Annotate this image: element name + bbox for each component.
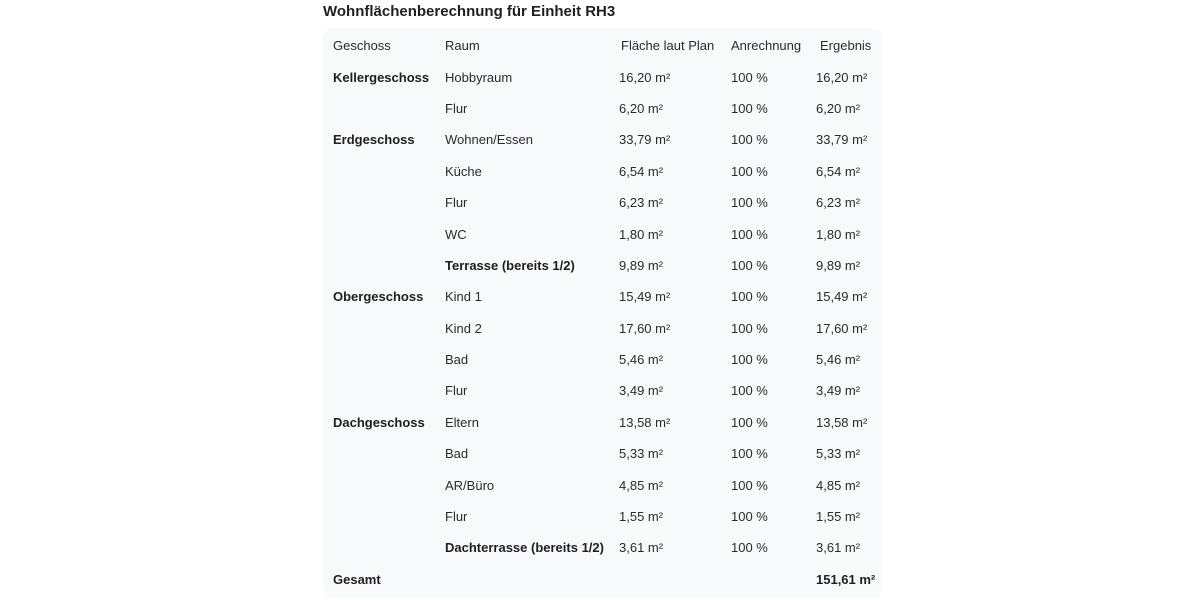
cell-area: 6,54 m² xyxy=(619,163,664,179)
table-row xyxy=(323,438,882,469)
cell-result: 15,49 m² xyxy=(816,289,868,305)
table-row xyxy=(323,218,882,249)
cell-area: 13,58 m² xyxy=(619,414,671,430)
total-result: 151,61 m² xyxy=(816,571,876,587)
area-table-card xyxy=(323,28,882,598)
table-row xyxy=(323,344,882,375)
cell-floor xyxy=(323,532,435,563)
cell-result: 6,23 m² xyxy=(816,195,861,211)
total-room-empty xyxy=(435,564,611,595)
total-percent-empty xyxy=(721,564,810,595)
table-row xyxy=(323,501,882,532)
cell-area: 5,33 m² xyxy=(619,446,664,462)
cell-percent: 100 % xyxy=(731,100,768,116)
cell-floor xyxy=(323,313,435,344)
cell-result: 1,55 m² xyxy=(816,509,861,525)
cell-percent: 100 % xyxy=(731,509,768,525)
cell-percent: 100 % xyxy=(731,257,768,273)
cell-result: 33,79 m² xyxy=(816,132,868,148)
table-row xyxy=(323,407,882,438)
cell-result: 13,58 m² xyxy=(816,414,868,430)
cell-room: Hobbyraum xyxy=(445,69,513,85)
cell-room: Kind 1 xyxy=(445,289,482,305)
cell-floor: Dachgeschoss xyxy=(333,414,425,430)
cell-floor: Erdgeschoss xyxy=(333,132,415,148)
cell-result: 4,85 m² xyxy=(816,477,861,493)
cell-floor xyxy=(323,93,435,124)
table-body xyxy=(323,61,882,563)
table-row xyxy=(323,93,882,124)
table-row xyxy=(323,124,882,155)
cell-area: 1,55 m² xyxy=(619,509,664,525)
table-row xyxy=(323,313,882,344)
cell-percent: 100 % xyxy=(731,352,768,368)
cell-area: 5,46 m² xyxy=(619,352,664,368)
cell-floor: Kellergeschoss xyxy=(333,69,430,85)
cell-room: Flur xyxy=(445,383,468,399)
cell-percent: 100 % xyxy=(731,446,768,462)
cell-floor xyxy=(323,187,435,218)
table-row xyxy=(323,61,882,92)
table-header-row xyxy=(323,30,882,61)
cell-result: 16,20 m² xyxy=(816,69,868,85)
cell-room: Bad xyxy=(445,352,469,368)
cell-percent: 100 % xyxy=(731,69,768,85)
cell-room: Eltern xyxy=(445,414,479,430)
cell-room: WC xyxy=(445,226,467,242)
cell-result: 3,49 m² xyxy=(816,383,861,399)
table-row xyxy=(323,156,882,187)
cell-room: Dachterrasse (bereits 1/2) xyxy=(445,540,604,556)
cell-room: Bad xyxy=(445,446,469,462)
cell-floor xyxy=(323,375,435,406)
cell-result: 3,61 m² xyxy=(816,540,861,556)
cell-percent: 100 % xyxy=(731,477,768,493)
cell-floor xyxy=(323,438,435,469)
table-row xyxy=(323,281,882,312)
header-percent: Anrechnung xyxy=(731,38,802,54)
cell-percent: 100 % xyxy=(731,540,768,556)
cell-floor xyxy=(323,469,435,500)
cell-area: 3,61 m² xyxy=(619,540,664,556)
cell-area: 15,49 m² xyxy=(619,289,671,305)
area-table xyxy=(323,30,882,595)
cell-percent: 100 % xyxy=(731,163,768,179)
cell-percent: 100 % xyxy=(731,132,768,148)
cell-room: Flur xyxy=(445,100,468,116)
cell-result: 5,46 m² xyxy=(816,352,861,368)
page-title: Wohnflächenberechnung für Einheit RH3 xyxy=(323,3,616,20)
cell-area: 17,60 m² xyxy=(619,320,671,336)
cell-floor xyxy=(323,344,435,375)
header-result: Ergebnis xyxy=(820,38,872,54)
cell-result: 5,33 m² xyxy=(816,446,861,462)
table-row xyxy=(323,532,882,563)
total-area-empty xyxy=(611,564,721,595)
header-room: Raum xyxy=(445,38,480,54)
cell-floor: Obergeschoss xyxy=(333,289,424,305)
cell-result: 1,80 m² xyxy=(816,226,861,242)
cell-room: AR/Büro xyxy=(445,477,495,493)
cell-room: Flur xyxy=(445,195,468,211)
cell-area: 6,23 m² xyxy=(619,195,664,211)
cell-room: Wohnen/Essen xyxy=(445,132,533,148)
cell-room: Flur xyxy=(445,509,468,525)
total-row xyxy=(323,564,882,595)
cell-result: 6,54 m² xyxy=(816,163,861,179)
cell-percent: 100 % xyxy=(731,289,768,305)
cell-result: 6,20 m² xyxy=(816,100,861,116)
cell-floor xyxy=(323,156,435,187)
table-row xyxy=(323,187,882,218)
cell-result: 9,89 m² xyxy=(816,257,861,273)
cell-percent: 100 % xyxy=(731,383,768,399)
cell-room: Küche xyxy=(445,163,482,179)
cell-room: Kind 2 xyxy=(445,320,482,336)
cell-area: 3,49 m² xyxy=(619,383,664,399)
cell-percent: 100 % xyxy=(731,195,768,211)
cell-area: 1,80 m² xyxy=(619,226,664,242)
total-label: Gesamt xyxy=(333,571,381,587)
cell-floor xyxy=(323,250,435,281)
cell-floor xyxy=(323,218,435,249)
cell-percent: 100 % xyxy=(731,320,768,336)
table-row xyxy=(323,250,882,281)
header-area: Fläche laut Plan xyxy=(621,38,715,54)
cell-area: 33,79 m² xyxy=(619,132,671,148)
table-row xyxy=(323,375,882,406)
cell-area: 9,89 m² xyxy=(619,257,664,273)
table-row xyxy=(323,469,882,500)
cell-result: 17,60 m² xyxy=(816,320,868,336)
cell-area: 4,85 m² xyxy=(619,477,664,493)
cell-percent: 100 % xyxy=(731,414,768,430)
cell-area: 16,20 m² xyxy=(619,69,671,85)
cell-area: 6,20 m² xyxy=(619,100,664,116)
cell-percent: 100 % xyxy=(731,226,768,242)
cell-floor xyxy=(323,501,435,532)
cell-room: Terrasse (bereits 1/2) xyxy=(445,257,575,273)
header-floor: Geschoss xyxy=(333,38,391,54)
